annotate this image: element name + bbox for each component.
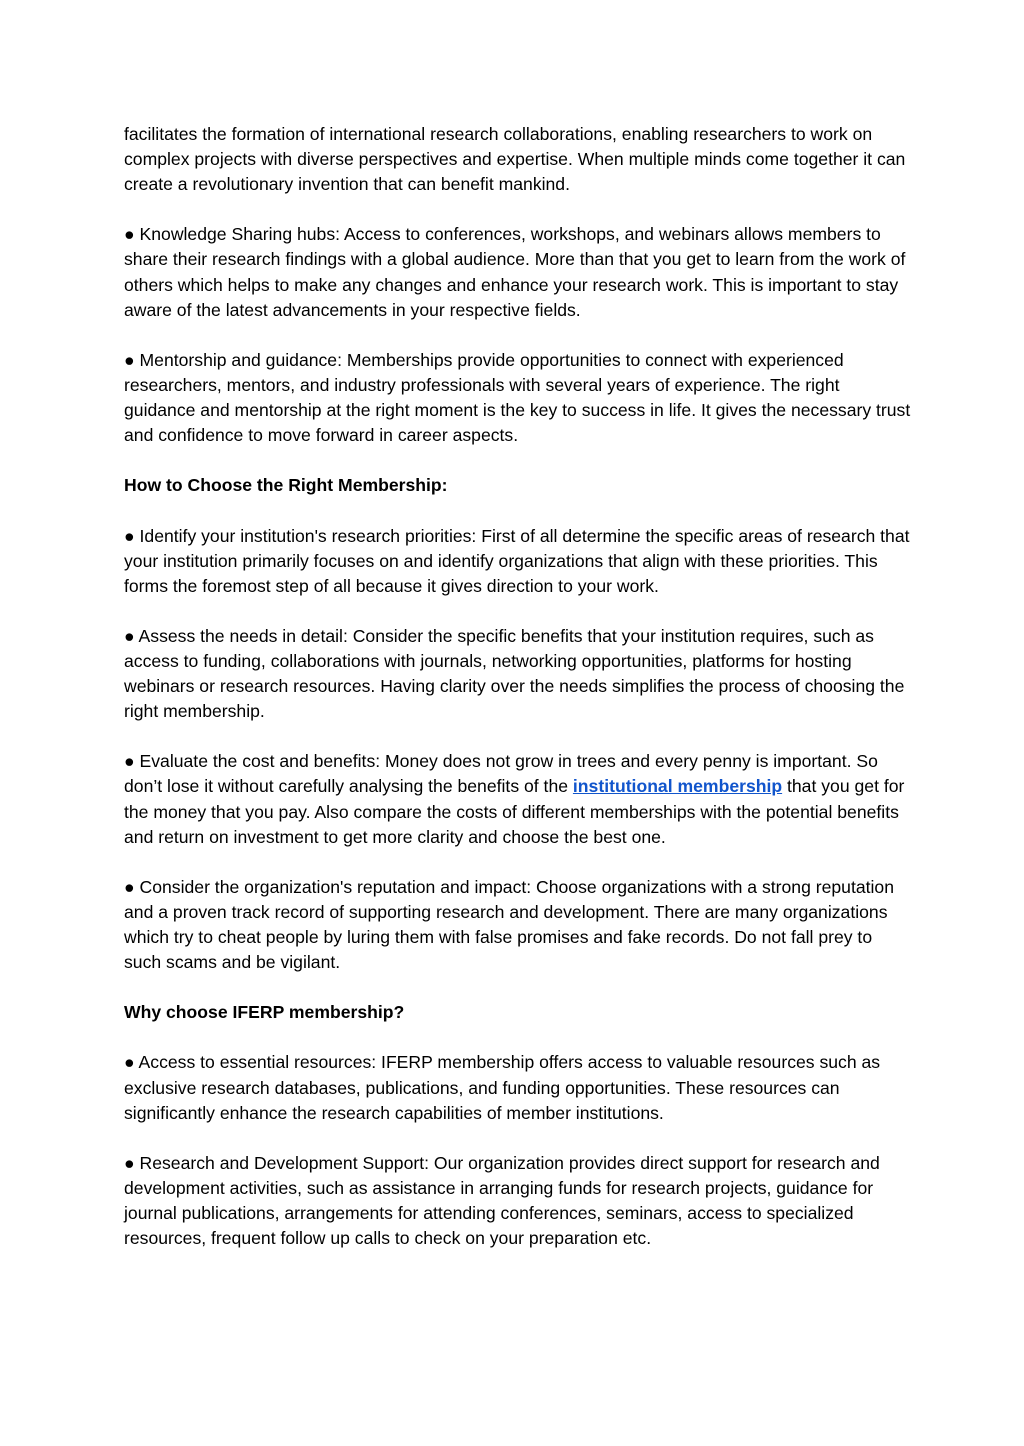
paragraph-reputation: ● Consider the organization's reputation and impact: Choose organizations with a strong reputation and a proven track record of supporting research and development. There are many organizations which try to cheat people by luring them with false promises and fake records. Do not fall prey to such scams and be vigilant. (124, 876, 894, 973)
document-page (124, 122, 914, 1276)
paragraph-assess-needs: ● Assess the needs in detail: Consider the specific benefits that your institution requires, such as access to funding, collaborations with journals, networking opportunities, platforms for hosting webinars or research resources. Having clarity over the needs simplifies the process of choosing the right membership. (124, 625, 905, 722)
paragraph-evaluate-cost-text-start: ● Evaluate the cost and benefits: Money does not grow in trees and every penny is important. So don’t lose it without carefully analysing the benefits of the (124, 751, 878, 797)
heading-choose-membership: How to Choose the Right Membership: (124, 475, 448, 496)
paragraph-rd-support: ● Research and Development Support: Our organization provides direct support for research and development activities, such as assistance in arranging funds for research projects, guidance for journal publications, arrangements for attending conferences, seminars, access to specialized resources, frequent follow up calls to check on your preparation etc. (124, 1152, 880, 1249)
paragraph-identify-priorities: ● Identify your institution's research priorities: First of all determine the specific areas of research that your institution primarily focuses on and identify organizations that align with these priorities. This forms the foremost step of all because it gives direction to your work. (124, 525, 910, 596)
paragraph-mentorship: ● Mentorship and guidance: Memberships provide opportunities to connect with experienced researchers, mentors, and industry professionals with several years of experience. The right guidance and mentorship at the right moment is the key to success in life. It gives the necessary trust and confidence to move forward in career aspects. (124, 349, 911, 446)
paragraph-knowledge-sharing: ● Knowledge Sharing hubs: Access to conferences, workshops, and webinars allows members to share their research findings with a global audience. More than that you get to learn from the work of others which helps to make any changes and enhance your research work. This is important to stay aware of the latest advancements in your respective fields. (124, 224, 906, 320)
institutional-membership-link[interactable]: institutional membership (572, 776, 783, 797)
paragraph-collaborations: facilitates the formation of international research collaborations, enabling researchers to work on complex projects with diverse perspectives and expertise. When multiple minds come together it can create a revolutionary invention that can benefit mankind. (124, 124, 906, 195)
heading-why-iferp: Why choose IFERP membership? (124, 1002, 405, 1023)
paragraph-essential-resources: ● Access to essential resources: IFERP membership offers access to valuable resources such as exclusive research databases, publications, and funding opportunities. These resources can significantly enhance the research capabilities of member institutions. (124, 1052, 881, 1123)
paragraph-evaluate-cost (124, 749, 914, 849)
paragraph-evaluate-cost-text-end: that you get for the money that you pay. Also compare the costs of different memberships with the potential benefits and return on investment to get more clarity and choose the best one. (124, 776, 905, 847)
